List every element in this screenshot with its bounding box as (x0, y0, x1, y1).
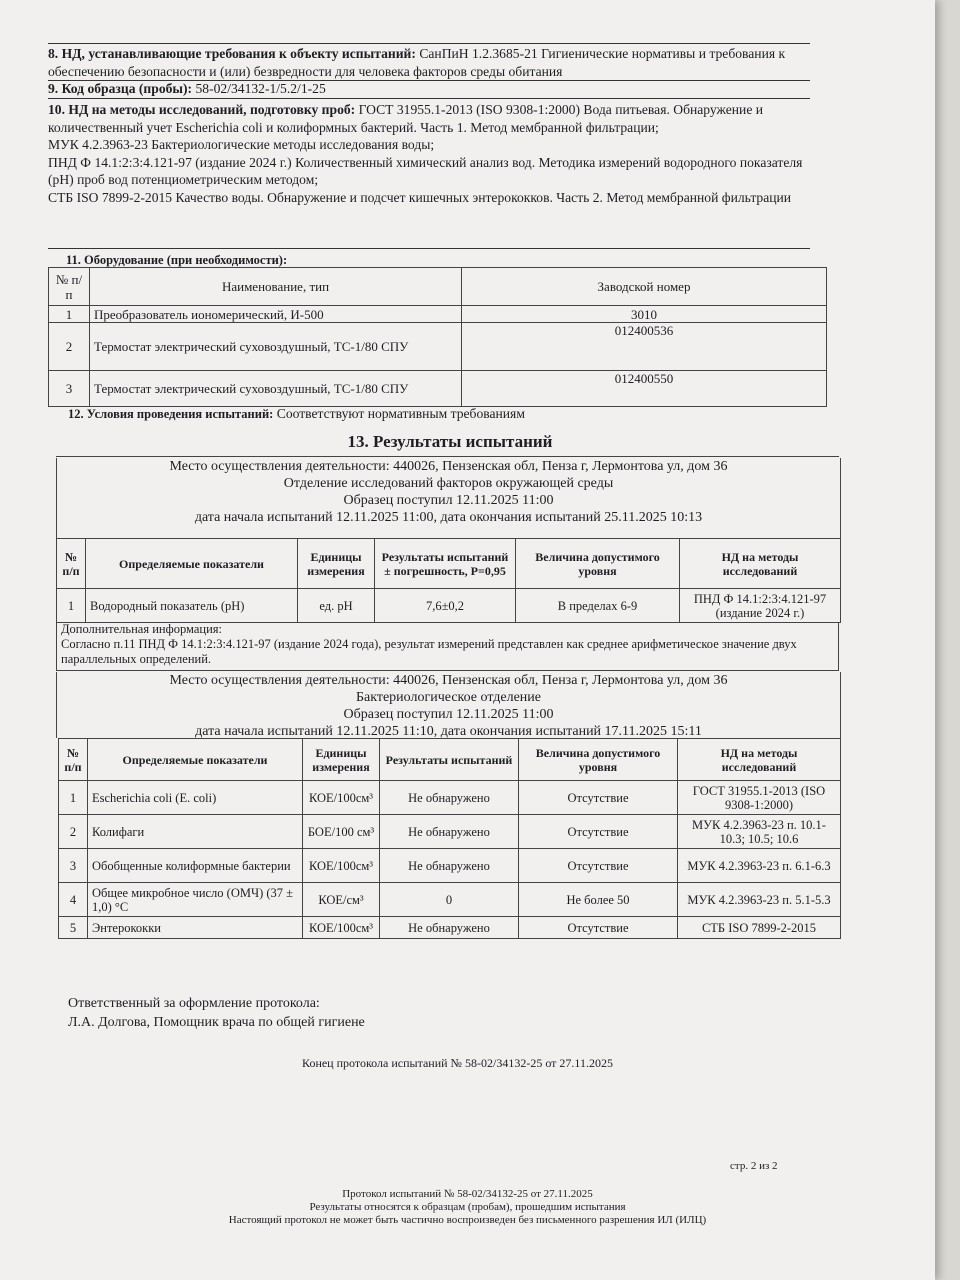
col-indicator-header: Определяемые показатели (88, 739, 303, 781)
cell-num: 3 (49, 371, 90, 407)
cell-result: Не обнаружено (380, 917, 519, 939)
table-row (49, 306, 827, 323)
section-10 (48, 101, 810, 206)
col-num-header: № п/п (49, 268, 90, 306)
table-row (59, 917, 841, 939)
cell-num: 1 (59, 781, 88, 815)
table-row (49, 323, 827, 371)
results-table-2 (58, 738, 841, 939)
method-line: МУК 4.2.3963-23 Бактериологические методы исследования воды; (48, 137, 435, 152)
col-method-header: НД на методы исследований (680, 539, 841, 589)
cell-indicator: Escherichia coli (E. coli) (88, 781, 303, 815)
cell-serial: 012400536 (462, 323, 827, 371)
received: Образец поступил 12.11.2025 11:00 (343, 493, 554, 508)
cell-indicator: Энтерококки (88, 917, 303, 939)
table-header-row (59, 739, 841, 781)
cell-method: МУК 4.2.3963-23 п. 6.1-6.3 (678, 849, 841, 883)
table-row (59, 883, 841, 917)
section-9 (48, 80, 810, 98)
footer-line: Результаты относятся к образцам (пробам), прошедшим испытания (309, 1201, 626, 1213)
cell-limit: В пределах 6-9 (516, 589, 680, 623)
sample-code: 58-02/34132-1/5.2/1-25 (195, 81, 326, 96)
cell-name: Термостат электрический суховоздушный, ТС-1/80 СПУ (90, 371, 462, 407)
section-8-label: 8. НД, устанавливающие требования к объекту испытаний: (48, 46, 416, 61)
table-header-row (49, 268, 827, 306)
section-9-label: 9. Код образца (пробы): (48, 81, 193, 96)
cell-num: 2 (49, 323, 90, 371)
test-dates: дата начала испытаний 12.11.2025 11:10, дата окончания испытаний 17.11.2025 15:11 (195, 724, 702, 739)
section-8 (48, 45, 810, 80)
table-row (59, 781, 841, 815)
cell-method: СТБ ISO 7899-2-2015 (678, 917, 841, 939)
equipment-table (48, 267, 827, 407)
footer (0, 1188, 935, 1227)
cell-limit: Отсутствие (519, 781, 678, 815)
department: Отделение исследований факторов окружающей среды (283, 476, 614, 491)
table-row (59, 815, 841, 849)
place: Место осуществления деятельности: 440026, Пензенская обл, Пенза г, Лермонтова ул, дом 36 (169, 459, 728, 474)
cell-num: 1 (49, 306, 90, 323)
note-label: Дополнительная информация: (61, 622, 222, 636)
section-11-label: 11. Оборудование (при необходимости): (66, 253, 288, 267)
place: Место осуществления деятельности: 440026, Пензенская обл, Пенза г, Лермонтова ул, дом 36 (169, 673, 728, 688)
test-dates: дата начала испытаний 12.11.2025 11:00, дата окончания испытаний 25.11.2025 10:13 (194, 510, 703, 525)
end-of-protocol: Конец протокола испытаний № 58-02/34132-25 от 27.11.2025 (302, 1056, 613, 1070)
additional-info (56, 622, 839, 670)
cell-units: ед. pH (298, 589, 375, 623)
col-num-header: № п/п (59, 739, 88, 781)
cell-method: ПНД Ф 14.1:2:3:4.121-97 (издание 2024 г.) (680, 589, 841, 623)
block2-header (56, 672, 841, 738)
footer-line: Настоящий протокол не может быть частично воспроизведен без письменного разрешения ИЛ (ИЛЦ) (228, 1214, 707, 1226)
cell-units: КОЕ/100см³ (303, 917, 380, 939)
cell-name: Термостат электрический суховоздушный, ТС-1/80 СПУ (90, 323, 462, 371)
method-line: ГОСТ 31955.1-2013 (ISO 9308-1:2000) Вода питьевая. Обнаружение и количественный учет Escherichia coli и колиформных бактерий. Часть 1. Метод мембранной фильтрации; (48, 102, 764, 135)
rule (48, 98, 810, 99)
cell-num: 3 (59, 849, 88, 883)
cell-num: 2 (59, 815, 88, 849)
cell-method: МУК 4.2.3963-23 п. 5.1-5.3 (678, 883, 841, 917)
table-header-row (57, 539, 841, 589)
col-units-header: Единицы измерения (303, 739, 380, 781)
method-line: СТБ ISO 7899-2-2015 Качество воды. Обнаружение и подсчет кишечных энтерококков. Часть 2. Метод мембранной фильтрации (48, 189, 792, 205)
page-number: стр. 2 из 2 (730, 1160, 778, 1172)
cell-indicator: Водородный показатель (pH) (86, 589, 298, 623)
cell-limit: Отсутствие (519, 815, 678, 849)
received: Образец поступил 12.11.2025 11:00 (343, 707, 554, 722)
section-8-text: СанПиН 1.2.3685-21 Гигиенические нормативы и требования к обеспечению безопасности и (или) безвредности для человека факторов среды обитания (48, 46, 786, 79)
rule (48, 43, 810, 44)
block1-header (56, 458, 841, 538)
col-result-header: Результаты испытаний (380, 739, 519, 781)
rule (56, 670, 839, 671)
footer-line: Протокол испытаний № 58-02/34132-25 от 27.11.2025 (342, 1188, 593, 1200)
col-indicator-header: Определяемые показатели (86, 539, 298, 589)
cell-units: КОЕ/см³ (303, 883, 380, 917)
section-12-label: 12. Условия проведения испытаний: (68, 407, 274, 421)
rule (56, 456, 839, 457)
cell-serial: 3010 (462, 306, 827, 323)
table-row (49, 371, 827, 407)
cell-name: Преобразователь иономерический, И-500 (90, 306, 462, 323)
cell-num: 5 (59, 917, 88, 939)
col-units-header: Единицы измерения (298, 539, 375, 589)
cell-method: ГОСТ 31955.1-2013 (ISO 9308-1:2000) (678, 781, 841, 815)
cell-indicator: Обобщенные колиформные бактерии (88, 849, 303, 883)
cell-serial: 012400550 (462, 371, 827, 407)
rule (48, 248, 810, 249)
cell-num: 4 (59, 883, 88, 917)
col-method-header: НД на методы исследований (678, 739, 841, 781)
cell-result: 7,6±0,2 (375, 589, 516, 623)
col-num-header: № п/п (57, 539, 86, 589)
col-result-header: Результаты испытаний ± погрешность, P=0,95 (375, 539, 516, 589)
section-12-text: Соответствуют нормативным требованиям (276, 406, 525, 421)
table-row (57, 589, 841, 623)
section-12 (68, 405, 830, 424)
method-line: ПНД Ф 14.1:2:3:4.121-97 (издание 2024 г.) Количественный химический анализ вод. Методика измерений водородного показателя (pH) проб вод потенциометрическим методом; (48, 154, 803, 187)
cell-result: 0 (380, 883, 519, 917)
cell-limit: Не более 50 (519, 883, 678, 917)
department: Бактериологическое отделение (355, 690, 541, 705)
cell-units: КОЕ/100см³ (303, 781, 380, 815)
cell-units: БОЕ/100 см³ (303, 815, 380, 849)
cell-units: КОЕ/100см³ (303, 849, 380, 883)
cell-method: МУК 4.2.3963-23 п. 10.1-10.3; 10.5; 10.6 (678, 815, 841, 849)
cell-indicator: Колифаги (88, 815, 303, 849)
page-title: 13. Результаты испытаний (347, 432, 553, 451)
cell-limit: Отсутствие (519, 917, 678, 939)
col-limit-header: Величина допустимого уровня (516, 539, 680, 589)
note-text: Согласно п.11 ПНД Ф 14.1:2:3:4.121-97 (издание 2024 года), результат измерений представлен как среднее арифметическое значение двух параллельных определений. (61, 637, 797, 666)
table-row (59, 849, 841, 883)
section-10-label: 10. НД на методы исследований, подготовку проб: (48, 102, 356, 117)
col-limit-header: Величина допустимого уровня (519, 739, 678, 781)
col-serial-header: Заводской номер (462, 268, 827, 306)
responsible (68, 994, 830, 1032)
cell-result: Не обнаружено (380, 849, 519, 883)
cell-indicator: Общее микробное число (ОМЧ) (37 ± 1,0) °С (88, 883, 303, 917)
col-name-header: Наименование, тип (90, 268, 462, 306)
cell-num: 1 (57, 589, 86, 623)
results-table-1 (56, 538, 841, 623)
responsible-name: Л.А. Долгова, Помощник врача по общей гигиене (68, 1015, 365, 1030)
cell-result: Не обнаружено (380, 815, 519, 849)
cell-result: Не обнаружено (380, 781, 519, 815)
cell-limit: Отсутствие (519, 849, 678, 883)
responsible-label: Ответственный за оформление протокола: (68, 996, 320, 1011)
